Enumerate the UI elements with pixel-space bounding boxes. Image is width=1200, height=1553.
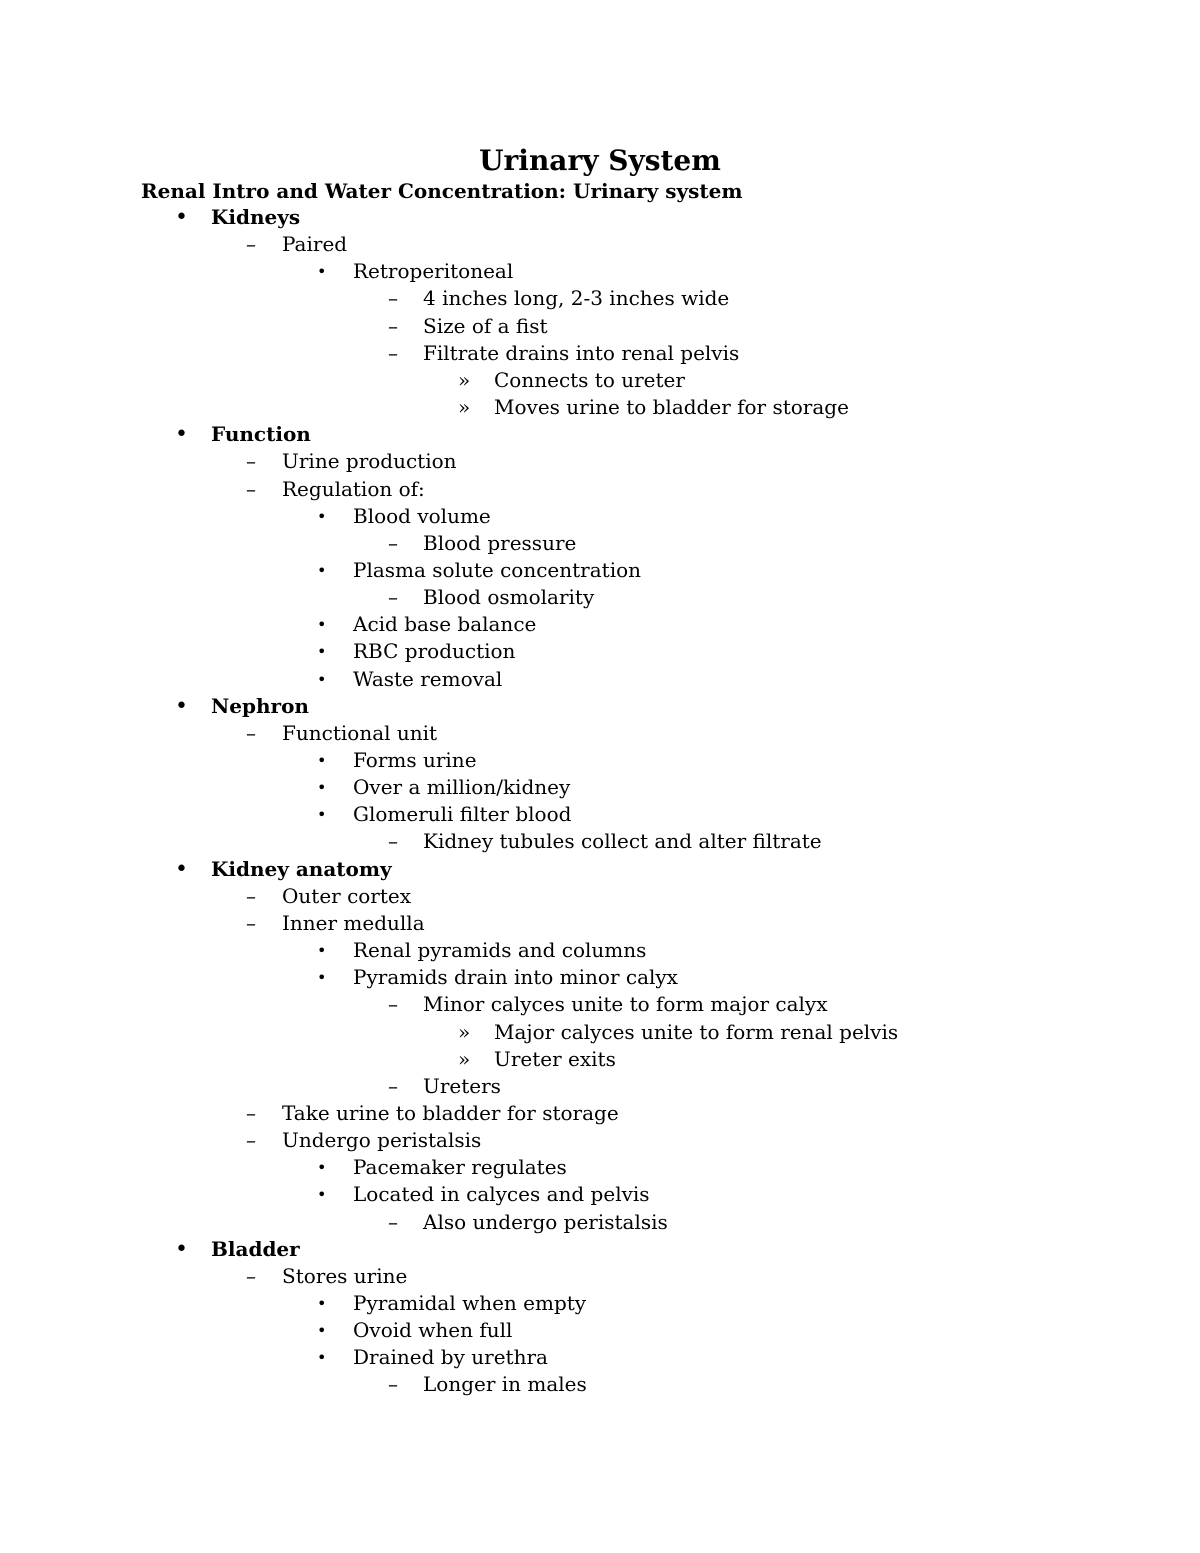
outline-item-text: Paired [282,232,348,257]
bullet-marker: • [175,693,188,719]
bullet-marker: • [317,805,327,825]
outline-item-text: 4 inches long, 2-3 inches wide [423,286,730,311]
outline-item-text: Plasma solute concentration [353,557,642,582]
bullet-marker: • [317,1185,327,1205]
dash-marker: – [246,1263,256,1288]
outline-item-text: Regulation of: [282,476,425,501]
outline-item-text: Nephron [211,693,309,718]
bullet-marker: • [317,560,327,580]
outline-item-text: Function [211,422,311,447]
outline-item-text: Pacemaker regulates [353,1155,567,1180]
outline-item-text: Filtrate drains into renal pelvis [423,340,740,365]
dash-marker: – [246,476,256,501]
dash-marker: – [246,1128,256,1153]
outline-item-text: Bladder [211,1236,300,1261]
bullet-marker: • [175,1236,188,1262]
dash-marker: – [388,585,398,610]
dash-marker: – [388,829,398,854]
outline-item-text: Longer in males [423,1372,587,1397]
outline-item-text: Located in calyces and pelvis [353,1182,650,1207]
outline-item-text: Ureter exits [494,1046,616,1071]
bullet-marker: • [317,751,327,770]
outline-item-text: Retroperitoneal [353,259,514,284]
bullet-marker: • [317,941,327,961]
outline-item-text: Kidney tubules collect and alter filtrate [423,829,822,854]
bullet-marker: • [317,1294,327,1313]
outline-item-text: Functional unit [282,720,438,745]
bullet-marker: • [175,205,188,230]
dash-marker: – [388,1209,398,1234]
bullet-marker: • [317,778,327,798]
bullet-marker: • [317,1321,327,1341]
outline-item-text: Connects to ureter [494,367,685,392]
bullet-marker: • [317,506,327,526]
outline-item-text: Size of a fist [423,313,548,338]
outline-item-text: Blood osmolarity [423,585,595,610]
dash-marker: – [246,232,256,257]
outline-item-text: Take urine to bladder for storage [282,1100,619,1125]
dash-marker: – [388,992,398,1017]
outline-item-text: Waste removal [353,666,503,691]
document-subtitle: Renal Intro and Water Concentration: Urinary system [141,179,743,203]
chevron-marker: » [458,1019,471,1044]
bullet-marker: • [175,856,188,882]
chevron-marker: » [458,367,471,392]
bullet-marker: • [317,669,327,689]
dash-marker: – [246,1100,256,1125]
bullet-marker: • [317,642,327,662]
dash-marker: – [388,1073,398,1098]
outline-item-text: Moves urine to bladder for storage [494,395,849,420]
outline-item-text: Pyramids drain into minor calyx [353,965,678,990]
outline-item-text: Minor calyces unite to form major calyx [423,992,828,1017]
outline-item-text: Stores urine [282,1263,408,1288]
dash-marker: – [388,1372,398,1397]
outline-item-text: Major calyces unite to form renal pelvis [494,1019,899,1044]
bullet-marker: • [317,1158,327,1178]
chevron-marker: » [458,395,471,420]
outline-item-text: Blood volume [353,503,491,528]
outline-item-text: Outer cortex [282,883,412,908]
dash-marker: – [246,883,256,908]
outline-item-text: Ureters [423,1073,501,1098]
bullet-marker: • [317,262,327,282]
outline-item-text: Undergo peristalsis [282,1128,482,1153]
bullet-marker: • [317,1348,327,1368]
dash-marker: – [388,313,398,338]
outline-item-text: Glomeruli filter blood [353,802,572,827]
outline-item-text: Also undergo peristalsis [423,1209,668,1234]
bullet-marker: • [317,968,327,988]
outline-item-text: Kidneys [211,205,301,229]
outline-item-text: Acid base balance [353,612,537,637]
dash-marker: – [388,286,398,311]
dash-marker: – [246,910,256,935]
dash-marker: – [246,449,256,474]
outline-item-text: Pyramidal when empty [353,1291,587,1315]
dash-marker: – [246,720,256,745]
outline-item-text: Over a million/kidney [353,775,571,800]
chevron-marker: » [458,1046,471,1071]
dash-marker: – [388,340,398,365]
outline-item-text: Inner medulla [282,910,425,935]
outline-item-text: Blood pressure [423,530,577,555]
bullet-marker: • [317,615,327,635]
outline-item-text: Drained by urethra [353,1345,548,1370]
outline-item-text: Kidney anatomy [211,856,392,881]
outline-item-text: Urine production [282,449,457,474]
outline-item-text: Forms urine [353,748,477,772]
bullet-marker: • [175,422,188,448]
outline-item-text: Ovoid when full [353,1318,513,1343]
dash-marker: – [388,530,398,555]
outline-item-text: Renal pyramids and columns [353,938,647,963]
outline-item-text: RBC production [353,639,516,664]
document-title: Urinary System [479,144,721,177]
